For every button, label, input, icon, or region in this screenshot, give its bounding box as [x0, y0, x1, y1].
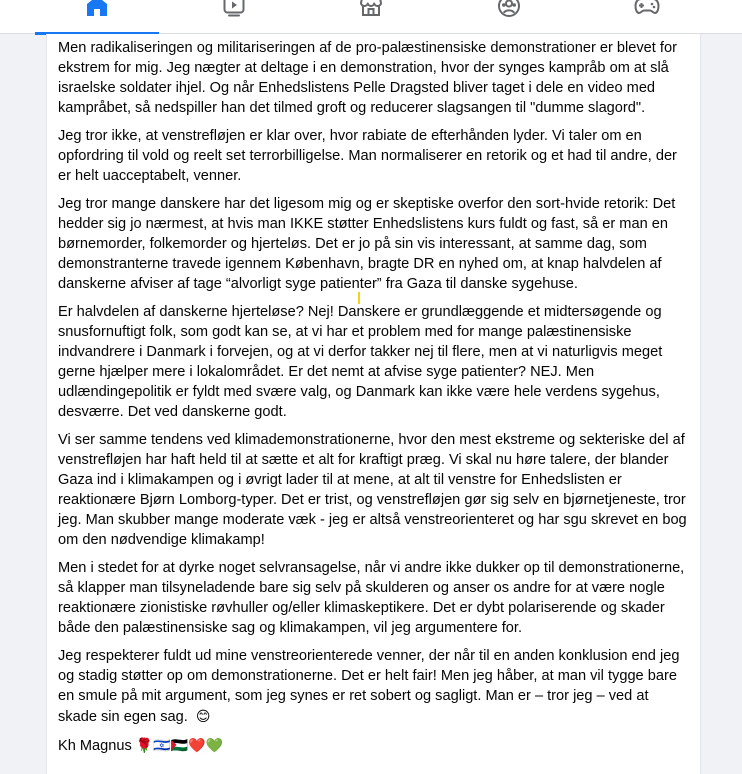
nav-tab-video[interactable] — [172, 0, 296, 34]
post-text — [58, 38, 688, 764]
post-paragraph-last — [58, 646, 688, 727]
post-paragraph-text: Jeg respekterer fuldt ud mine venstreorienterede venner, der når til en anden konklusion end jeg og stadig støtter op om demonstrationerne. Det er helt fair! Men jeg håber, at man vil tygge bare en smule på mit argument, som jeg synes er ret sobert og sagligt. Man er – tror jeg – ved at skade sin egen sag. — [58, 648, 680, 725]
post-paragraph: Jeg tror ikke, at venstrefløjen er klar over, hvor rabiate de efterhånden lyder. Vi taler om en opfordring til vold og reelt set terrorbilligelse. Man normaliserer en retorik og et had til andre, der er helt uacceptabelt, venner. — [58, 128, 677, 184]
nav-tab-home[interactable] — [35, 0, 159, 34]
text-cursor — [358, 292, 360, 304]
post-paragraph: Er halvdelen af danskerne hjerteløse? Nej! Danskere er grundlæggende et midtersøgende og snusfornuftigt folk, som godt kan se, at vi har et problem med for mange palæstinensiske indvandrere i Danmark i forvejen, og at vi derfor takker nej til flere, men at vi naturligvis meget gerne hjælper mere i lokalområdet. Er det nemt at afvise syge patienter? NEJ. Men udlændingepolitik er fyldt med svære valg, og Danmark kan ikke være hele verdens sygehus, desværre. Det ved danskerne godt. — [58, 304, 663, 420]
nav-tab-marketplace[interactable] — [309, 0, 433, 34]
post-paragraph: Men radikaliseringen og militariseringen af de pro-palæstinensiske demonstrationer er blevet for ekstrem for mig. Jeg nægter at deltage i en demonstration, hvor der synges kampråb om at slå israelske soldater ihjel. Og når Enhedslistens Pelle Dragsted bliver taget i dele en video med kampråbet, så nedspiller han det tilmed groft og reducerer slagsangen til "dumme slagord". — [58, 40, 677, 116]
post-signature — [58, 735, 688, 756]
post-paragraph: Jeg tror mange danskere har det ligesom mig og er skeptiske overfor den sort-hvide retorik: Det hedder sig jo nærmest, at hvis man IKKE støtter Enhedslistens kurs fuldt og fast, så er man en børnemorder, folkemorder og hjerteløs. Det er jo på sin vis interessant, at samme dag, som demonstranterne travede igennem København, bragte DR en nyhed om, at knap halvdelen af danskerne afviser af tage “alvorligt syge patienter” fra Gaza til danske sygehuse. — [58, 196, 676, 292]
gaming-icon — [634, 0, 660, 18]
marketplace-icon — [359, 0, 383, 18]
groups-icon — [497, 0, 521, 18]
nav-tab-groups[interactable] — [447, 0, 571, 34]
smile-emoji: 😊 — [195, 708, 211, 724]
nav-tab-gaming[interactable] — [585, 0, 709, 34]
post-paragraph: Vi ser samme tendens ved klimademonstrationerne, hvor den mest ekstreme og sekteriske del af venstrefløjen har haft held til at sætte et alt for kraftigt præg. Vi skal nu høre talere, der blander Gaza ind i klimakampen og i øvrigt lader til at mene, at alt til venstre for Enhedslisten er reaktionære Bjørn Lomborg-typer. Det er trist, og venstrefløjen gør sig selv en bjørnetjeneste, tror jeg. Man skubber mange moderate væk - jeg er altså venstreorienteret og har sgu skrevet en bog om den nødvendige klimakamp! — [58, 432, 687, 548]
home-icon — [85, 0, 109, 18]
signature-text: Kh Magnus — [58, 738, 132, 754]
signature-emojis: 🌹🇮🇱🇵🇸❤️💚 — [135, 737, 224, 753]
video-icon — [222, 0, 246, 18]
top-navigation-bar — [0, 0, 742, 34]
post-paragraph: Men i stedet for at dyrke noget selvransagelse, når vi andre ikke dukker op til demonstrationerne, så klapper man tilsyneladende bare sig selv på skulderen og anser os andre for at være nogle reaktionære zionistiske røvhuller og/eller klimaskeptikere. Det er dybt polariserende og skader både den palæstinensiske sag og klimakampen, vil jeg argumentere for. — [58, 560, 685, 636]
